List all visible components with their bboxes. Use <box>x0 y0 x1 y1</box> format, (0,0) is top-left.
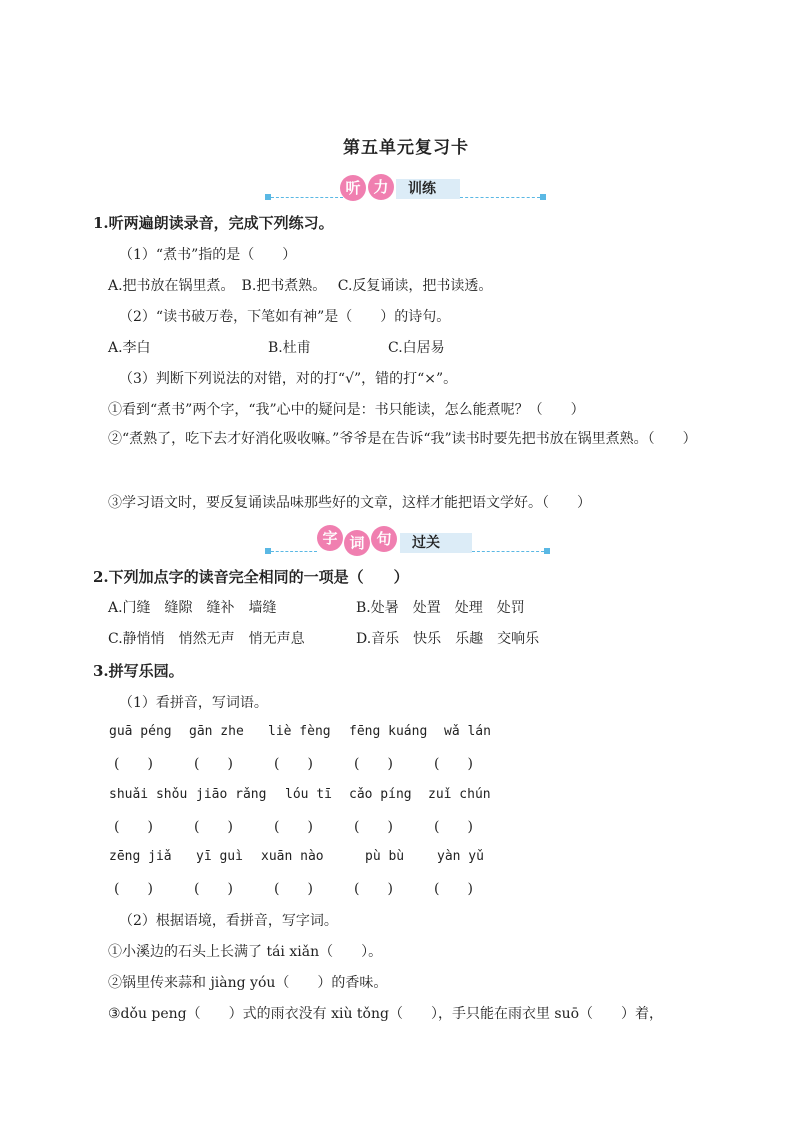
q1-sub-3: （3）判断下列说法的对错，对的打“√”，错的打“×”。 <box>119 371 458 387</box>
answer-blank[interactable]: ( ) <box>274 756 313 772</box>
banner-label: 训练 <box>396 179 460 199</box>
answer-blank[interactable]: ( ) <box>434 756 473 772</box>
pinyin-item: zēng jiǎ <box>109 849 172 864</box>
banner-right-dash <box>460 197 540 198</box>
question-2: 2.下列加点字的读音完全相同的一项是（ ） <box>93 568 409 586</box>
answer-blank[interactable]: ( ) <box>354 819 393 835</box>
q2-option-c: C.静悄悄 悄然无声 悄无声息 <box>108 631 305 647</box>
pinyin-item: fēng kuáng <box>349 724 428 739</box>
pinyin-item: wǎ lán <box>444 724 491 739</box>
answer-blank[interactable]: ( ) <box>434 881 473 897</box>
answer-blank[interactable]: ( ) <box>434 819 473 835</box>
answer-blank[interactable]: ( ) <box>354 881 393 897</box>
section-banner-listening <box>0 172 794 208</box>
q1-sub-2-option-b: B.杜甫 <box>268 340 311 356</box>
q1-sub-2-option-c: C.白居易 <box>388 340 445 356</box>
answer-blank[interactable]: ( ) <box>274 881 313 897</box>
banner-right-dash <box>472 551 544 552</box>
q3-context-1: ①小溪边的石头上长满了 tái xiǎn（ ）。 <box>108 944 383 960</box>
banner-right-square <box>544 548 550 554</box>
pinyin-item: shuǎi shǒu <box>109 787 188 802</box>
q1-sub-1: （1）“煮书”指的是（ ） <box>119 247 297 263</box>
question-1: 1.听两遍朗读录音，完成下列练习。 <box>93 214 334 232</box>
banner-char-1: 字 <box>317 525 343 551</box>
q1-sub-2-option-a: A.李白 <box>108 340 151 356</box>
answer-blank[interactable]: ( ) <box>194 756 233 772</box>
pinyin-item: pù bù <box>365 849 405 864</box>
q2-option-d: D.音乐 快乐 乐趣 交响乐 <box>356 631 540 647</box>
q3-sub-1: （1）看拼音，写词语。 <box>119 695 268 711</box>
q1-judge-3: ③学习语文时，要反复诵读品味那些好的文章，这样才能把语文学好。（ ） <box>108 495 591 511</box>
q1-judge-2: ②“煮熟了，吃下去才好消化吸收嘛。”爷爷是在告诉“我”读书时要先把书放在锅里煮熟。（ ） <box>108 431 697 447</box>
q3-sub-2: （2）根据语境，看拼音，写字词。 <box>119 913 338 929</box>
banner-char-2: 词 <box>344 530 370 556</box>
pinyin-item: guā péng <box>109 724 172 739</box>
answer-blank[interactable]: ( ) <box>194 819 233 835</box>
q3-context-3: ③dǒu peng（ ）式的雨衣没有 xiù tǒng（ ），手只能在雨衣里 suō（ ）着， <box>108 1006 664 1022</box>
pinyin-item: xuān nào <box>261 849 324 864</box>
banner-right-square <box>540 194 546 200</box>
answer-blank[interactable]: ( ) <box>354 756 393 772</box>
answer-blank[interactable]: ( ) <box>114 819 153 835</box>
banner-char-1: 听 <box>340 175 366 201</box>
pinyin-item: yàn yǔ <box>437 849 484 864</box>
pinyin-item: gān zhe <box>189 724 244 739</box>
pinyin-item: cǎo píng <box>349 787 412 802</box>
banner-left-dash <box>271 551 317 552</box>
page-title: 第五单元复习卡 <box>343 138 469 158</box>
pinyin-item: liè fèng <box>268 724 331 739</box>
banner-char-3: 句 <box>371 526 397 552</box>
banner-left-dash <box>271 197 343 198</box>
answer-blank[interactable]: ( ) <box>114 756 153 772</box>
pinyin-item: zuǐ chún <box>428 787 491 802</box>
q1-sub-2: （2）“读书破万卷，下笔如有神”是（ ）的诗句。 <box>119 309 451 325</box>
question-3: 3.拼写乐园。 <box>93 662 184 680</box>
pinyin-item: jiāo rǎng <box>196 787 267 802</box>
q1-judge-1: ①看到“煮书”两个字，“我”心中的疑问是：书只能读，怎么能煮呢？（ ） <box>108 402 585 418</box>
q1-sub-1-options: A.把书放在锅里煮。 B.把书煮熟。 C.反复诵读，把书读透。 <box>108 278 493 294</box>
q2-option-a: A.门缝 缝隙 缝补 墙缝 <box>108 600 277 616</box>
q2-option-b: B.处暑 处置 处理 处罚 <box>356 600 525 616</box>
q3-context-2: ②锅里传来蒜和 jiàng yóu（ ）的香味。 <box>108 975 388 991</box>
banner-label: 过关 <box>400 533 472 553</box>
answer-blank[interactable]: ( ) <box>194 881 233 897</box>
pinyin-item: lóu tī <box>285 787 332 802</box>
answer-blank[interactable]: ( ) <box>274 819 313 835</box>
banner-char-2: 力 <box>368 174 394 200</box>
pinyin-item: yī guì <box>196 849 243 864</box>
answer-blank[interactable]: ( ) <box>114 881 153 897</box>
section-banner-words <box>0 522 794 558</box>
